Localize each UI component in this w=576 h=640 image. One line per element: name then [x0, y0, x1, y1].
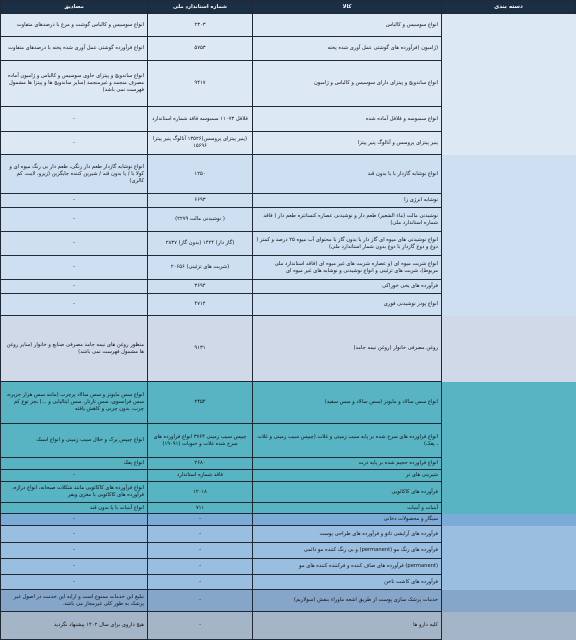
standard-cell: -	[148, 526, 253, 543]
good-cell: انواع سمبوسه و فلافل آماده شده	[253, 107, 442, 132]
table-row	[0, 14, 576, 37]
table-row	[0, 194, 576, 208]
exception-cell: انواع چیپس پرک و خلال سیب زمینی و انواع اسنک	[0, 424, 148, 458]
exception-cell: -	[0, 107, 148, 132]
good-cell: سیگار و محصولات دخانی	[253, 514, 442, 526]
good-cell: خدمات پزشک سازی پوست از طریق اشعه ماوراء بنفش (سولاریم)	[253, 590, 442, 612]
exception-cell: -	[0, 470, 148, 482]
good-cell: فرآورده های آرایشی تاتو و فرآورده های طراحی پوست	[253, 526, 442, 543]
good-cell: روغن مصرفی خانوار (روغن نیمه جامد)	[253, 316, 442, 382]
standard-cell: ( نوشیدنی مالت ۲۲۷۹)	[148, 208, 253, 232]
good-cell: فرآورده های کاشت ناخن	[253, 575, 442, 590]
exception-cell: -	[0, 294, 148, 316]
standard-cell: -	[148, 559, 253, 575]
standard-cell: -	[148, 590, 253, 612]
header-standard: شماره استاندارد ملی	[148, 0, 253, 14]
good-cell: انواع سس سالاد و مایونز (سس سالاد و سس سفید)	[253, 382, 442, 424]
standard-cell: فلافل ۱۱۰۷۳ سمبوسه فاقد شماره استاندارد	[148, 107, 253, 132]
exception-cell: انواع فرآورده های کاکائویی مانند شکلات صبحانه، انواع دراژه، فرآورده های کاکائویی با مغزی ویفر	[0, 482, 148, 503]
good-cell: نوشابه انرژی زا	[253, 194, 442, 208]
standard-cell: ۴۷۱۴	[148, 294, 253, 316]
good-cell: انواع سوسیس و کالباس	[253, 14, 442, 37]
exception-cell: -	[0, 194, 148, 208]
exception-cell: انواع فرآورده گوشتی عمل آوری شده پخته با درصدهای متفاوت	[0, 37, 148, 61]
standard-cell: (گاز دار) ۱۴۲۴ (بدون گاز) ۲۸۳۷	[148, 232, 253, 256]
standard-cell: -	[148, 543, 253, 559]
good-cell: آبنبات و آبنبات	[253, 503, 442, 514]
exception-cell: -	[0, 280, 148, 294]
good-cell: انواع نوشابه گازدار با یا بدون قند	[253, 155, 442, 194]
table-row	[0, 382, 576, 424]
table-row	[0, 37, 576, 61]
table-row	[0, 612, 576, 640]
good-cell: نوشیدنی مالت (ماء الشعیر) طعم دار و نوشیدنی عصاره کنسانتره طعم دار ( فاقد شماره استاندارد ملی)	[253, 208, 442, 232]
table-row	[0, 559, 576, 575]
exception-cell: انواع سوسیس و کالباس گوشت و مرغ با درصدهای متفاوت	[0, 14, 148, 37]
table-row	[0, 280, 576, 294]
good-cell: انواع پودر نوشیدنی فوری	[253, 294, 442, 316]
standard-cell: (پنیر پیتزای پروسس)۱۳۵۲۶ آنالوگ پنیر پیتزا ۱۵۶۹۶	[148, 132, 253, 155]
table-row	[0, 458, 576, 470]
standard-cell: ۷۱۱	[148, 503, 253, 514]
good-cell: پنیر پیتزای پروسس و آنالوگ پنیر پیتزا	[253, 132, 442, 155]
good-cell: (permanent) فرآورده های صاف کننده و فرکننده کننده های مو	[253, 559, 442, 575]
standard-cell: ۲۳۰۳	[148, 14, 253, 37]
exception-cell: -	[0, 208, 148, 232]
table-row	[0, 208, 576, 232]
exception-cell: -	[0, 526, 148, 543]
table-row	[0, 470, 576, 482]
good-cell: انواع ساندویچ و پیتزای دارای سوسیس و کالباس و ژامبون	[253, 61, 442, 107]
table-row	[0, 543, 576, 559]
standard-cell: ۹۱۳۱	[148, 316, 253, 382]
good-cell: فرآورده های یخی خوراکی	[253, 280, 442, 294]
good-cell: انواع نوشیدنی های میوه ای گاز دار یا بدون گاز با محتوای آب میوه ۲۵ درصد و کمتر ( دوغ و دوغ گازدار با دوغ بدون شمار استاندارد ملی)	[253, 232, 442, 256]
table-row	[0, 514, 576, 526]
standard-cell: ۲۶۸۰	[148, 458, 253, 470]
table-row	[0, 232, 576, 256]
standard-cell: فاقد شماره استاندارد	[148, 470, 253, 482]
exception-cell: تبلیغ این خدمات ممنوع است و ارایه این خدمت در اصول غیر پزشک به طور کلی غیرمجاز می باشد.	[0, 590, 148, 612]
header-category: دسته بندی	[442, 0, 576, 14]
standard-cell: (شربت های تزئینی) ۲۰۶۵۶	[148, 256, 253, 280]
header-good: کالا	[253, 0, 442, 14]
exception-cell: انواع ساندویچ و پیتزای حاوی سوسیس و کالباس و ژامبون آماده مصرف منجمد و غیرمنجمد (سایر ساندویچ ها و پیتزا ها مشمول فهرست نمی باشد)	[0, 61, 148, 107]
table-row	[0, 155, 576, 194]
standard-cell: ۱۲۵۰	[148, 155, 253, 194]
table-row	[0, 526, 576, 543]
table-row	[0, 503, 576, 514]
table-header	[0, 0, 576, 14]
standard-cell: ۶۶۹۳	[148, 194, 253, 208]
exception-cell: -	[0, 514, 148, 526]
standard-cell: -	[148, 575, 253, 590]
good-cell: (ژامبون (فرآورده های گوشتی عمل آوری شده پخته	[253, 37, 442, 61]
table-row	[0, 294, 576, 316]
good-cell: انواع شربت میوه ای (و عصاره شربت های غیر میوه ای (فاقد استاندارد ملی مربوط)، شربت های تزئینی و انواع نوشیدنی و نوشابه های غیر میوه ای	[253, 256, 442, 280]
table-row	[0, 482, 576, 503]
standard-cell: ۳۶۹۴	[148, 280, 253, 294]
standard-cell: ۹۴۱۷	[148, 61, 253, 107]
standard-cell: ۵۷۵۳	[148, 37, 253, 61]
standard-cell: ۲۴۵۴	[148, 382, 253, 424]
exception-cell: هیچ داروی برای سال ۱۴۰۲ پیشنهاد نگردید	[0, 612, 148, 640]
good-cell: فرآورده های کاکائویی	[253, 482, 442, 503]
table-row	[0, 590, 576, 612]
table-row	[0, 424, 576, 458]
exception-cell: انواع آبنبات با یا بدون قند	[0, 503, 148, 514]
good-cell: فرآورده های رنگ مو (permanent) و بی رنگ کننده مو دائمی	[253, 543, 442, 559]
exception-cell: -	[0, 575, 148, 590]
exception-cell: -	[0, 559, 148, 575]
exception-cell: -	[0, 256, 148, 280]
good-cell: انواع فراورده های سرخ شده بر پایه سیب زمینی و غلات (چیپس سیب زمینی و غلات ، پفک)	[253, 424, 442, 458]
exception-cell: -	[0, 132, 148, 155]
table-row	[0, 316, 576, 382]
good-cell: انواع فراورده حجیم شده بر پایه ذرت	[253, 458, 442, 470]
standard-cell: ۱۲۰۱۸	[148, 482, 253, 503]
standard-cell: چیپس سیب زمینی ۳۷۶۴ انواع فراورده های سرخ شده غلات و حبوبات (۱۹۰۹۱)	[148, 424, 253, 458]
standard-cell: -	[148, 612, 253, 640]
standard-cell: -	[148, 514, 253, 526]
table-row	[0, 61, 576, 107]
header-exceptions: مصادیق	[0, 0, 148, 14]
good-cell: شیرینی های تر	[253, 470, 442, 482]
table-row	[0, 132, 576, 155]
exception-cell: انواع پفک	[0, 458, 148, 470]
table-row	[0, 107, 576, 132]
exception-cell: انواع سس مایونز و سس سالاد پرچرب (مانند سس هزار جزیره، سس فرانسوی، سس تارتار، سس ایتالیایی و ...) بجز توع کم چرب، بدون چربی و کاهش یافته	[0, 382, 148, 424]
table-row	[0, 256, 576, 280]
exception-cell: انواع نوشابه گازدار طعم دار رنگی، طعم دار بی رنگ میوه ای و کولا با / یا بدون قند / شیرین کننده جایگزین (زیرو، لایت، کم کالری)	[0, 155, 148, 194]
good-cell: کلیه دارو ها	[253, 612, 442, 640]
exception-cell: منظور روغن های نیمه جامد مصرفی صنایع و خانوار (سایر روغن ها مشمول فهرست نمی باشد)	[0, 316, 148, 382]
table-row	[0, 575, 576, 590]
exception-cell: -	[0, 543, 148, 559]
exception-cell: -	[0, 232, 148, 256]
